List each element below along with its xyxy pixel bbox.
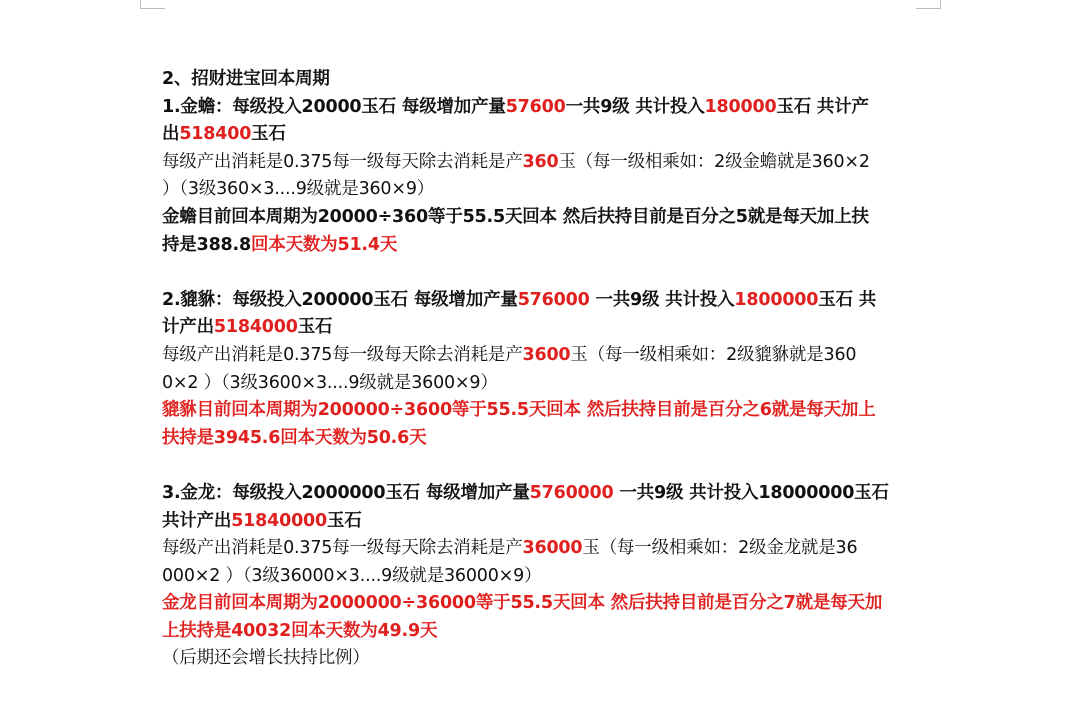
jinlong-consumption-line <box>162 535 922 563</box>
footnote: （后期还会增长扶持比例） <box>162 648 370 669</box>
pixiu-levels-example: 0×2 ）（3级3600×3....9级就是3600×9） <box>162 372 498 393</box>
jinchan-payback-days: 回本天数为51.4天 <box>250 234 398 255</box>
pixiu-support-line: 扶持是3945.6回本天数为50.6天 <box>162 427 427 448</box>
section-pixiu <box>162 287 922 453</box>
jinchan-total-label: 玉石 共计产 <box>776 96 869 117</box>
jinlong-multiply-text: 玉（每一级相乘如：2级金龙就是36 <box>582 538 858 559</box>
section-jinchan <box>162 94 922 260</box>
pixiu-total-output-line <box>162 314 922 342</box>
jinchan-intro-text: 1.金蟾：每级投入20000玉石 每级增加产量 <box>162 96 506 117</box>
jinchan-consumption-line <box>162 149 922 177</box>
jinchan-daily-net: 360 <box>522 151 559 172</box>
jinchan-levels-example: ）（3级360×3....9级就是360×9） <box>162 179 435 200</box>
jinchan-output-unit: 玉石 <box>251 124 286 145</box>
jinchan-support-value: 持是388.8 <box>162 234 251 255</box>
jinlong-output-per-level: 5760000 <box>529 482 614 503</box>
jinlong-output-prefix: 共计产出 <box>162 510 232 531</box>
page-corner-mark-right <box>916 0 941 9</box>
jinchan-consumption-text: 每级产出消耗是0.375每一级每天除去消耗是产 <box>162 151 523 172</box>
jinchan-support-line <box>162 232 922 260</box>
pixiu-output-unit: 玉石 <box>297 317 333 338</box>
jinlong-intro-text: 3.金龙：每级投入2000000玉石 每级增加产量 <box>162 482 530 503</box>
pixiu-total-label: 玉石 共 <box>818 289 877 310</box>
jinchan-output-prefix: 出 <box>162 124 180 145</box>
pixiu-multiply-text: 玉（每一级相乘如：2级貔貅就是360 <box>570 344 857 365</box>
jinchan-total-output: 518400 <box>179 124 252 145</box>
pixiu-daily-net: 3600 <box>522 344 571 365</box>
pixiu-output-prefix: 计产出 <box>162 317 214 338</box>
pixiu-consumption-text: 每级产出消耗是0.375每一级每天除去消耗是产 <box>162 344 523 365</box>
jinchan-total-output-line <box>162 121 922 149</box>
section-title: 2、招财进宝回本周期 <box>162 69 330 89</box>
jinchan-investment-line <box>162 94 922 122</box>
jinlong-output-unit: 玉石 <box>327 510 362 531</box>
pixiu-intro-text: 2.貔貅：每级投入200000玉石 每级增加产量 <box>162 289 518 310</box>
jinlong-support-line: 上扶持是40032回本天数为49.9天 <box>162 620 438 641</box>
jinlong-levels-text: 一共9级 共计投入18000000玉石 <box>613 482 889 503</box>
jinchan-levels-text: 一共9级 共计投入 <box>565 96 705 117</box>
jinlong-total-output: 51840000 <box>231 510 328 531</box>
jinlong-daily-net: 36000 <box>522 538 583 559</box>
pixiu-output-per-level: 576000 <box>517 289 590 310</box>
jinlong-levels-example: 000×2 ）（3级36000×3....9级就是36000×9） <box>162 565 542 586</box>
pixiu-consumption-line <box>162 342 922 370</box>
jinchan-multiply-text: 玉（每一级相乘如：2级金蟾就是360×2 <box>558 151 870 172</box>
jinchan-output-per-level: 57600 <box>505 96 566 117</box>
pixiu-levels-text: 一共9级 共计投入 <box>589 289 735 310</box>
jinchan-total-investment: 180000 <box>704 96 777 117</box>
pixiu-payback-line: 貔貅目前回本周期为200000÷3600等于55.5天回本 然后扶持目前是百分之6就是每天加上 <box>162 400 876 421</box>
jinlong-total-output-line <box>162 508 922 536</box>
pixiu-total-output: 5184000 <box>213 317 298 338</box>
section-jinlong <box>162 480 922 646</box>
section-spacer <box>162 452 922 480</box>
pixiu-total-investment: 1800000 <box>734 289 819 310</box>
jinlong-consumption-text: 每级产出消耗是0.375每一级每天除去消耗是产 <box>162 538 523 559</box>
page-corner-mark-left <box>140 0 165 9</box>
section-spacer <box>162 259 922 287</box>
jinlong-payback-line: 金龙目前回本周期为2000000÷36000等于55.5天回本 然后扶持目前是百分之7就是每天加 <box>162 593 883 614</box>
pixiu-investment-line <box>162 287 922 315</box>
jinchan-payback-line: 金蟾目前回本周期为20000÷360等于55.5天回本 然后扶持目前是百分之5就是每天加上扶 <box>162 206 869 227</box>
jinlong-investment-line <box>162 480 922 508</box>
document-body <box>162 66 922 673</box>
